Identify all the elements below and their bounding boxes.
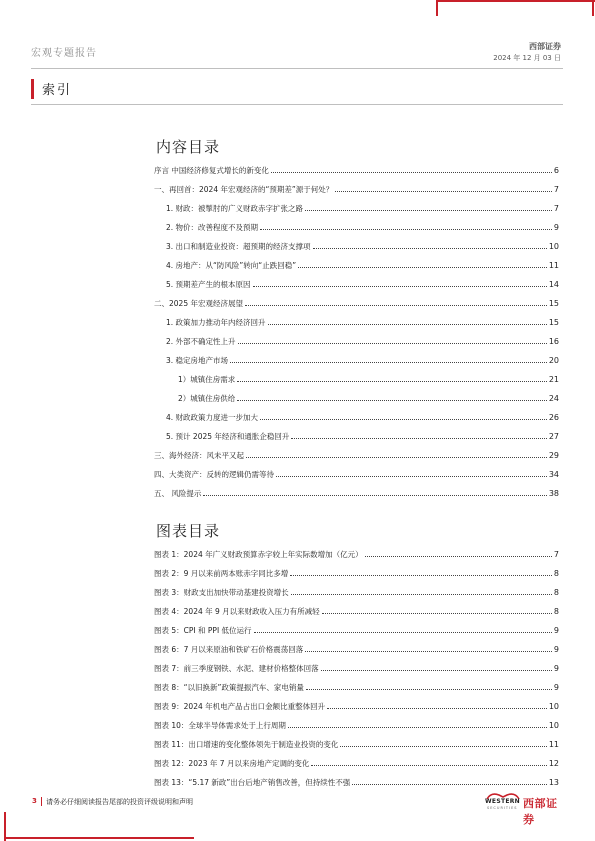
footer-separator [41,797,42,806]
toc-dot-leader [290,575,552,576]
toc-entry-page: 8 [553,569,559,578]
toc-dot-leader [237,400,547,401]
toc-entry-page: 8 [553,607,559,616]
toc-entry[interactable] [154,659,559,673]
toc-entry-title: 2. 外部不确定性上升 [166,337,236,346]
toc-entry[interactable] [166,199,559,213]
toc-entry-page: 7 [553,550,559,559]
toc-dot-leader [253,286,547,287]
toc-entry-page: 14 [548,280,559,289]
toc-entry-title: 图表 4：2024 年 9 月以来财政收入压力有所减轻 [154,607,320,616]
toc-entry[interactable] [166,408,559,422]
toc-entry[interactable] [154,735,559,749]
header-brand: 西部证券 [529,42,561,51]
toc-entry-title: 1. 政策加力推动年内经济回升 [166,318,266,327]
toc-dot-leader [260,229,552,230]
toc-dot-leader [246,457,547,458]
toc-entry[interactable] [154,545,559,559]
toc-dot-leader [340,746,546,747]
toc-entry[interactable] [154,773,559,787]
toc-dot-leader [203,495,546,496]
toc-entry-title: 五、 风险提示 [154,489,202,498]
toc-entry-title: 2. 物价：改善程度不及预期 [166,223,259,232]
toc-entry-title: 图表 11：出口增速的变化整体领先于制造业投资的变化 [154,740,339,749]
toc-entry-title: 4. 财政政策力度进一步加大 [166,413,259,422]
toc-entry-title: 四、大类资产：反转的逻辑仍需等待 [154,470,274,479]
header-divider [31,68,563,69]
toc-dot-leader [365,556,552,557]
toc-entry[interactable] [178,389,559,403]
toc-entry-page: 20 [548,356,559,365]
logo-en-text: WESTERN [485,798,520,805]
toc-entry-title: 三、海外经济：风未平又起 [154,451,244,460]
company-logo [485,792,563,826]
toc-entry[interactable] [154,583,559,597]
footer-disclaimer: 请务必仔细阅读报告尾部的投资评级说明和声明 [46,798,193,806]
toc-entry-title: 图表 3：财政支出加快带动基建投资增长 [154,588,289,597]
toc-entry-page: 10 [548,702,559,711]
toc-entry-title: 5. 预计 2025 年经济和通胀企稳回升 [166,432,290,441]
toc-dot-leader [291,594,552,595]
toc-entry-title: 3. 稳定房地产市场 [166,356,229,365]
toc-entry-page: 10 [548,721,559,730]
toc-entry[interactable] [154,697,559,711]
toc-entry-title: 图表 10：全球半导体需求处于上行周期 [154,721,286,730]
toc-entry-page: 11 [548,740,559,749]
toc-entry[interactable] [154,180,559,194]
toc-dot-leader [313,248,547,249]
toc-entry-title: 图表 5：CPI 和 PPI 低位运行 [154,626,252,635]
toc-entry-title: 图表 2：9 月以来前两本账赤字同比多增 [154,569,289,578]
toc-entry-page: 11 [548,261,559,270]
toc-entry-title: 1. 财政：被掣肘的广义财政赤字扩张之路 [166,204,304,213]
toc-dot-leader [260,419,547,420]
toc-dot-leader [230,362,547,363]
toc-entry[interactable] [154,484,559,498]
toc-entry-title: 图表 1：2024 年广义财政预算赤字较上年实际数增加（亿元） [154,550,363,559]
toc-entry[interactable] [154,678,559,692]
toc-dot-leader [237,381,547,382]
bottom-left-accent-line [4,837,194,839]
toc-entry-page: 15 [548,299,559,308]
toc-entry[interactable] [178,370,559,384]
toc-entry[interactable] [166,313,559,327]
toc-dot-leader [291,438,546,439]
toc-entry-page: 9 [553,626,559,635]
toc-entry-page: 21 [548,375,559,384]
toc-dot-leader [245,305,547,306]
contents-title: 内容目录 [156,138,221,156]
toc-entry[interactable] [166,218,559,232]
toc-entry[interactable] [166,332,559,346]
index-marker-bar [31,79,34,99]
toc-entry[interactable] [154,446,559,460]
toc-entry-page: 8 [553,588,559,597]
toc-dot-leader [271,172,552,173]
page-number: 3 [32,797,37,805]
toc-dot-leader [238,343,547,344]
toc-dot-leader [254,632,552,633]
toc-entry-page: 16 [548,337,559,346]
toc-entry-page: 38 [548,489,559,498]
toc-entry[interactable] [166,275,559,289]
toc-entry[interactable] [154,621,559,635]
toc-entry-title: 图表 9：2024 年机电产品占出口金额比重整体回升 [154,702,326,711]
index-divider [31,104,563,105]
toc-entry-page: 24 [548,394,559,403]
toc-entry-page: 10 [548,242,559,251]
toc-entry-title: 二、2025 年宏观经济展望 [154,299,243,308]
toc-entry-page: 27 [548,432,559,441]
index-title: 索引 [42,83,73,98]
toc-dot-leader [305,210,552,211]
toc-dot-leader [298,267,547,268]
toc-entry[interactable] [154,716,559,730]
toc-entry-page: 9 [553,223,559,232]
logo-sub-text: SECURITIES [487,806,518,810]
toc-dot-leader [288,727,547,728]
toc-entry[interactable] [166,351,559,365]
toc-entry-page: 26 [548,413,559,422]
toc-entry-title: 图表 6：7 月以来原油和铁矿石价格震荡回落 [154,645,304,654]
toc-entry-page: 12 [548,759,559,768]
toc-entry-title: 图表 12：2023 年 7 月以来房地产定调的变化 [154,759,310,768]
toc-entry-page: 13 [548,778,559,787]
toc-entry-title: 一、再回首：2024 年宏观经济的“预期差”源于何处？ [154,185,334,194]
toc-dot-leader [335,191,552,192]
toc-entry[interactable] [166,427,559,441]
toc-entry[interactable] [154,564,559,578]
toc-entry[interactable] [154,294,559,308]
toc-entry[interactable] [154,161,559,175]
toc-entry-page: 7 [553,185,559,194]
toc-entry-page: 9 [553,645,559,654]
toc-entry-title: 序言 中国经济修复式增长的新变化 [154,166,269,175]
top-accent-tick [436,0,438,16]
toc-entry[interactable] [154,640,559,654]
toc-entry-page: 29 [548,451,559,460]
toc-entry-title: 3. 出口和制造业投资：超预期的经济支撑项 [166,242,311,251]
toc-entry-title: 5. 预期差产生的根本原因 [166,280,251,289]
toc-dot-leader [268,324,547,325]
toc-entry-title: 1）城镇住房需求 [178,375,236,384]
logo-cn-text: 西部证券 [523,797,558,826]
toc-entry-page: 15 [548,318,559,327]
report-category-label: 宏观专题报告 [31,48,97,59]
toc-dot-leader [321,670,552,671]
toc-entry-title: 图表 13：“5.17 新政”出台后地产销售改善，但持续性不强 [154,778,351,787]
toc-entry-page: 9 [553,683,559,692]
top-accent-line [436,0,595,2]
top-right-accent-tick [592,0,594,16]
toc-entry-page: 7 [553,204,559,213]
report-date: 2024 年 12 月 03 日 [493,54,561,62]
toc-entry[interactable] [166,237,559,251]
toc-dot-leader [306,689,552,690]
toc-dot-leader [276,476,547,477]
toc-entry-title: 图表 7：前三季度钢铁、水泥、建材价格整体回落 [154,664,319,673]
toc-dot-leader [322,613,552,614]
toc-entry-page: 34 [548,470,559,479]
toc-entry-title: 2）城镇住房供给 [178,394,236,403]
toc-entry[interactable] [154,465,559,479]
toc-dot-leader [327,708,547,709]
toc-entry-title: 图表 8：“以旧换新”政策提振汽车、家电销量 [154,683,304,692]
toc-entry[interactable] [166,256,559,270]
toc-dot-leader [352,784,547,785]
toc-entry-page: 6 [553,166,559,175]
figures-title: 图表目录 [156,522,221,540]
toc-dot-leader [305,651,552,652]
toc-dot-leader [311,765,546,766]
toc-entry-page: 9 [553,664,559,673]
toc-entry[interactable] [154,602,559,616]
toc-entry[interactable] [154,754,559,768]
toc-entry-title: 4. 房地产：从“防风险”转向“止跌回稳” [166,261,297,270]
